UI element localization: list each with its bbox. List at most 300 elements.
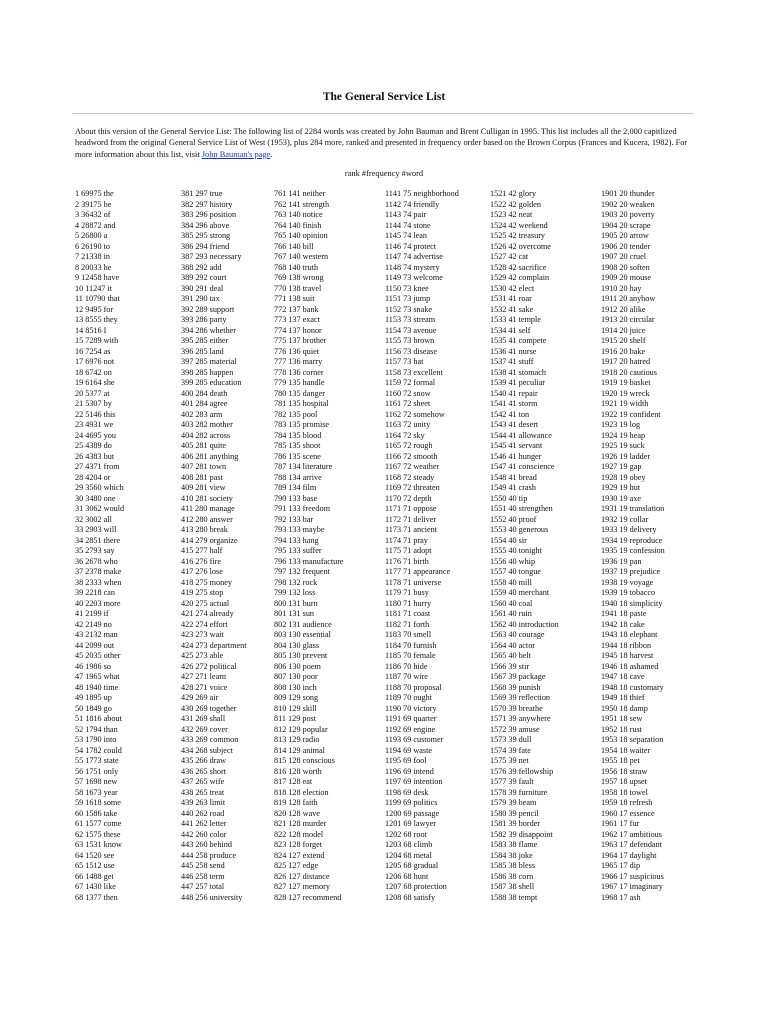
word-entry: 1574 39 fate (490, 745, 531, 755)
word-entry: 1906 20 tender (601, 241, 651, 251)
word-entry: 1194 69 waste (385, 745, 432, 755)
word-entry: 1143 74 pair (385, 210, 427, 219)
word-entry: 1199 69 politics (385, 798, 438, 807)
word-entry: 68 1377 then (75, 892, 118, 902)
word-entry: 1188 70 proposal (385, 682, 442, 692)
word-entry: 774 137 honor (274, 325, 322, 335)
word-entry: 1568 39 punish (490, 682, 541, 692)
word-entry: 1146 74 protect (385, 241, 437, 251)
word-entry: 444 258 produce (181, 850, 237, 860)
word-entry: 799 132 loss (274, 588, 316, 597)
word-entry: 62 1575 these (75, 829, 121, 839)
word-column-6 (601, 189, 665, 903)
word-entry: 32 3002 all (75, 514, 112, 524)
word-entry: 770 138 travel (274, 283, 322, 293)
word-entry: 1183 70 smell (385, 630, 432, 639)
word-entry: 1166 72 smooth (385, 451, 438, 461)
word-entry: 1578 39 furniture (490, 787, 548, 797)
word-entry: 1917 20 hatred (601, 357, 651, 366)
word-entry: 425 273 able (181, 651, 224, 660)
word-entry: 768 140 truth (274, 262, 319, 272)
word-entry: 773 137 exact (274, 315, 320, 324)
word-entry: 1537 41 stuff (490, 357, 534, 366)
word-entry: 12 9495 for (75, 304, 114, 314)
word-entry: 1938 19 voyage (601, 577, 654, 587)
word-entry: 1947 18 cave (601, 672, 645, 681)
word-entry: 60 1586 take (75, 808, 118, 818)
word-entry: 1958 18 towel (601, 787, 648, 797)
word-entry: 1548 41 bread (490, 472, 537, 482)
column-header: rank #frequency #word (344, 169, 424, 178)
word-entry: 443 260 behind (181, 840, 232, 849)
word-entry: 1153 73 stream (385, 315, 436, 324)
word-entry: 826 127 distance (274, 871, 330, 881)
word-entry: 385 295 strong (181, 231, 231, 240)
word-entry: 802 131 audience (274, 619, 332, 629)
word-entry: 785 135 shoot (274, 441, 321, 450)
word-entry: 63 1531 know (75, 840, 122, 849)
word-entry: 1547 41 conscience (490, 462, 555, 471)
word-entry: 1546 41 hunger (490, 451, 542, 461)
word-entry: 1913 20 circular (601, 315, 655, 324)
word-entry: 437 265 wife (181, 777, 225, 786)
word-entry: 26 4383 but (75, 451, 115, 461)
word-entry: 66 1488 get (75, 871, 114, 881)
word-entry: 36 2678 who (75, 556, 118, 566)
word-entry: 439 263 limit (181, 798, 226, 807)
word-entry: 1560 40 coal (490, 598, 533, 608)
word-entry: 779 135 handle (274, 378, 325, 387)
word-entry: 52 1794 than (75, 724, 118, 734)
word-entry: 1569 39 reflection (490, 693, 551, 702)
word-entry: 1532 41 sake (490, 304, 534, 314)
word-entry: 790 133 base (274, 493, 318, 503)
word-entry: 1207 68 protection (385, 882, 447, 891)
word-entry: 1921 19 width (601, 399, 649, 408)
word-entry: 1933 19 delivery (601, 525, 657, 534)
word-entry: 1907 20 cruel (601, 252, 647, 261)
word-entry: 787 134 literature (274, 462, 333, 471)
word-column-4 (385, 189, 459, 903)
word-entry: 1948 18 customary (601, 682, 664, 692)
word-entry: 1163 72 unity (385, 420, 431, 429)
word-entry: 421 274 already (181, 609, 234, 618)
word-entry: 1525 42 treasury (490, 231, 546, 240)
john-bauman-page-link[interactable]: John Bauman's page (201, 149, 271, 159)
word-entry: 1580 39 pencil (490, 808, 539, 818)
word-entry: 1169 72 threaten (385, 483, 440, 492)
intro-paragraph (75, 126, 695, 160)
word-entry: 1184 70 furnish (385, 640, 437, 650)
word-entry: 50 1849 go (75, 703, 112, 713)
word-entry: 797 132 frequent (274, 567, 330, 576)
word-entry: 825 127 edge (274, 861, 319, 870)
word-entry: 803 130 essential (274, 630, 331, 639)
word-entry: 1954 18 waiter (601, 745, 651, 755)
page-title: The General Service List (322, 91, 446, 103)
word-entry: 387 293 necessary (181, 252, 242, 261)
word-entry: 811 129 post (274, 714, 317, 723)
word-entry: 429 269 air (181, 693, 219, 702)
word-entry: 1572 39 amuse (490, 724, 540, 734)
word-entry: 436 265 short (181, 766, 227, 776)
word-entry: 784 135 blood (274, 430, 322, 440)
word-entry: 1203 68 climb (385, 840, 433, 849)
word-column-2 (181, 189, 246, 903)
word-entry: 1961 17 fur (601, 819, 640, 828)
word-entry: 1151 73 jump (385, 294, 431, 303)
word-entry: 57 1698 new (75, 777, 118, 786)
word-entry: 381 297 true (181, 189, 223, 198)
word-entry: 389 292 court (181, 273, 227, 282)
word-entry: 416 276 fire (181, 556, 222, 566)
word-entry: 1553 40 generous (490, 525, 549, 534)
word-entry: 806 130 poem (274, 661, 321, 671)
intro-tail: . (270, 149, 273, 159)
word-entry: 775 137 brother (274, 336, 327, 345)
word-entry: 407 281 town (181, 462, 227, 471)
word-entry: 1524 42 weekend (490, 220, 548, 230)
word-entry: 42 2149 no (75, 619, 112, 629)
word-entry: 1950 18 damp (601, 703, 648, 713)
word-entry: 1150 73 knee (385, 283, 429, 293)
word-entry: 383 296 position (181, 210, 237, 219)
word-entry: 1914 20 juice (601, 325, 646, 335)
word-entry: 8 20033 he (75, 262, 112, 272)
word-entry: 1934 19 reproduce (601, 535, 663, 545)
word-entry: 14 8516 I (75, 325, 107, 335)
word-entry: 1566 39 stir (490, 661, 530, 671)
word-entry: 33 2903 will (75, 525, 117, 534)
word-entry: 1162 72 somehow (385, 409, 445, 419)
word-entry: 1559 40 merchant (490, 588, 550, 597)
word-entry: 766 140 bill (274, 241, 314, 251)
word-entry: 1155 73 brown (385, 336, 435, 345)
word-entry: 1935 19 confession (601, 546, 665, 555)
word-entry: 1148 74 mystery (385, 262, 440, 272)
word-entry: 1149 73 welcome (385, 273, 443, 282)
word-entry: 1946 18 ashamed (601, 661, 659, 671)
word-entry: 394 286 whether (181, 325, 237, 335)
word-entry: 1928 19 obey (601, 472, 646, 482)
word-entry: 1936 19 pan (601, 556, 642, 566)
word-entry: 1526 42 overcome (490, 241, 551, 251)
word-entry: 1193 69 customer (385, 735, 444, 744)
word-entry: 388 292 add (181, 262, 222, 272)
word-entry: 822 128 model (274, 829, 324, 839)
word-entry: 44 2099 out (75, 640, 115, 650)
word-entry: 1185 70 female (385, 651, 436, 660)
word-entry: 27 4371 from (75, 462, 120, 471)
word-entry: 1940 18 simplicity (601, 598, 663, 608)
word-entry: 1542 41 ton (490, 409, 530, 419)
word-entry: 435 266 draw (181, 756, 227, 765)
word-entry: 59 1618 some (75, 798, 121, 807)
word-entry: 1174 71 pray (385, 535, 428, 545)
word-entry: 1540 41 repair (490, 388, 538, 398)
word-entry: 1204 68 metal (385, 850, 432, 860)
word-entry: 29 3560 which (75, 483, 124, 492)
word-entry: 1552 40 proof (490, 514, 537, 524)
word-entry: 1564 40 actor (490, 640, 536, 650)
word-entry: 390 291 deal (181, 283, 224, 293)
word-entry: 1963 17 defendant (601, 840, 662, 849)
word-entry: 6 26190 to (75, 241, 111, 251)
word-entry: 1565 40 belt (490, 651, 531, 660)
word-entry: 1527 42 cat (490, 252, 529, 261)
word-entry: 1562 40 introduction (490, 619, 559, 629)
word-entry: 1551 40 strengthen (490, 504, 553, 513)
word-entry: 432 269 cover (181, 724, 228, 734)
word-entry: 438 265 treat (181, 787, 225, 797)
word-entry: 426 272 political (181, 661, 237, 671)
word-entry: 47 1965 what (75, 672, 120, 681)
word-entry: 1191 69 quarter (385, 714, 437, 723)
word-entry: 824 127 extend (274, 850, 325, 860)
word-entry: 788 134 arrive (274, 472, 322, 482)
word-entry: 1931 19 translation (601, 504, 665, 513)
word-entry: 794 133 hang (274, 535, 319, 545)
word-entry: 1953 18 separation (601, 735, 664, 744)
word-entry: 419 275 stop (181, 588, 224, 597)
word-entry: 1555 40 tonight (490, 546, 542, 555)
word-entry: 409 281 view (181, 483, 226, 492)
intro-text: About this version of the General Service List: The following list of 2284 words was created by John Bauman and Brent Culligan in 1995. This list includes all the 2,000 capitlized headword from the original General Service List of West (1953), plus 284 more, ranked and presented in frequency order based on the Brown Corpus (Frances and Kucera, 1982). For more information about this list, visit (75, 127, 688, 159)
word-entry: 1932 19 collar (601, 514, 649, 524)
word-entry: 764 140 finish (274, 220, 322, 230)
word-entry: 776 136 quiet (274, 346, 320, 356)
word-entry: 48 1940 time (75, 682, 119, 692)
word-entry: 1937 19 prejudice (601, 567, 661, 576)
word-entry: 1965 17 dip (601, 861, 641, 870)
word-entry: 769 138 wrong (274, 273, 324, 282)
word-entry: 800 131 burn (274, 598, 318, 608)
word-entry: 1964 17 daylight (601, 850, 657, 860)
word-entry: 1164 72 sky (385, 430, 425, 440)
word-entry: 1558 40 mill (490, 577, 532, 587)
word-entry: 771 138 suit (274, 294, 315, 303)
word-entry: 1911 20 anyhow (601, 294, 656, 303)
word-entry: 440 262 road (181, 808, 225, 818)
word-column-5 (490, 189, 559, 903)
word-entry: 1571 39 anywhere (490, 714, 551, 723)
word-entry: 430 269 together (181, 703, 237, 713)
word-entry: 428 271 voice (181, 682, 228, 692)
word-entry: 43 2132 man (75, 630, 118, 639)
word-entry: 2 39175 be (75, 199, 112, 209)
word-entry: 7 21338 in (75, 252, 111, 261)
word-entry: 765 140 opinion (274, 231, 328, 240)
word-entry: 1902 20 weaken (601, 199, 655, 209)
word-entry: 67 1430 like (75, 882, 116, 891)
word-entry: 20 5377 at (75, 388, 110, 398)
word-entry: 808 130 inch (274, 682, 317, 692)
word-entry: 1904 20 scrape (601, 220, 651, 230)
word-entry: 404 282 across (181, 430, 231, 440)
word-entry: 1576 39 fellowship (490, 766, 554, 776)
word-entry: 801 131 sun (274, 609, 315, 618)
word-entry: 442 260 color (181, 829, 227, 839)
word-entry: 1543 41 desert (490, 420, 539, 429)
word-entry: 1168 72 steady (385, 472, 435, 482)
word-entry: 17 6976 not (75, 357, 115, 366)
word-entry: 1156 73 disease (385, 346, 437, 356)
word-entry: 1173 71 ancient (385, 525, 437, 534)
word-entry: 1152 73 snake (385, 304, 432, 314)
word-entry: 1570 39 breathe (490, 703, 543, 713)
word-entry: 1205 68 gradual (385, 861, 439, 870)
word-entry: 406 281 anything (181, 451, 239, 461)
word-entry: 777 136 marry (274, 357, 323, 366)
word-entry: 1529 42 complain (490, 273, 550, 282)
word-entry: 792 133 bar (274, 514, 314, 524)
word-entry: 16 7254 as (75, 346, 111, 356)
word-entry: 1557 40 tongue (490, 567, 541, 576)
word-entry: 1161 72 sheet (385, 399, 431, 408)
word-entry: 807 130 poor (274, 672, 318, 681)
word-entry: 1160 72 snow (385, 388, 431, 398)
word-entry: 49 1895 up (75, 693, 112, 702)
word-entry: 819 128 faith (274, 798, 318, 807)
word-entry: 431 269 shall (181, 714, 226, 723)
word-entry: 412 280 answer (181, 514, 233, 524)
word-entry: 1181 71 coast (385, 609, 431, 618)
word-entry: 37 2378 make (75, 567, 122, 576)
word-entry: 1141 75 neighborhood (385, 189, 459, 198)
word-entry: 1171 71 oppose (385, 504, 437, 513)
word-entry: 402 283 arm (181, 409, 223, 419)
word-entry: 1952 18 rust (601, 724, 642, 734)
word-entry: 1144 74 stone (385, 220, 431, 230)
word-entry: 413 280 break (181, 525, 228, 534)
word-entry: 398 285 happen (181, 367, 234, 377)
word-entry: 23 4931 we (75, 420, 114, 429)
word-entry: 420 275 actual (181, 598, 230, 608)
word-entry: 391 290 tax (181, 294, 220, 303)
word-entry: 1588 38 tempt (490, 892, 538, 902)
word-entry: 423 273 wait (181, 630, 224, 639)
word-entry: 761 141 neither (274, 189, 326, 198)
word-entry: 45 2035 other (75, 651, 121, 660)
word-entry: 823 128 forget (274, 840, 323, 849)
word-entry: 1939 19 tobacco (601, 588, 656, 597)
word-entry: 1905 20 arrow (601, 231, 649, 240)
word-entry: 410 281 society (181, 493, 233, 503)
word-entry: 1187 70 wire (385, 672, 428, 681)
word-entry: 1534 41 self (490, 325, 531, 335)
word-entry: 56 1751 only (75, 766, 119, 776)
word-entry: 13 8555 they (75, 315, 118, 324)
word-entry: 1577 39 fault (490, 777, 534, 786)
word-entry: 418 275 money (181, 577, 232, 587)
word-entry: 1966 17 suspicious (601, 871, 664, 881)
word-entry: 1584 38 joke (490, 850, 533, 860)
word-entry: 1567 39 package (490, 672, 546, 681)
word-entry: 1545 41 servant (490, 441, 543, 450)
word-entry: 1528 42 sacrifice (490, 262, 547, 272)
word-entry: 1959 18 refresh (601, 798, 653, 807)
word-entry: 1968 17 ash (601, 892, 641, 902)
word-column-3 (274, 189, 344, 903)
word-entry: 1544 41 allowance (490, 430, 552, 440)
word-entry: 780 135 danger (274, 388, 325, 398)
word-entry: 1167 72 weather (385, 462, 440, 471)
word-entry: 1186 70 hide (385, 661, 428, 671)
word-entry: 828 127 recommend (274, 892, 342, 902)
word-entry: 1539 41 peculiar (490, 378, 546, 387)
word-entry: 396 285 land (181, 346, 224, 356)
word-entry: 1956 18 straw (601, 766, 648, 776)
word-entry: 441 262 letter (181, 819, 227, 828)
word-entry: 1172 71 deliver (385, 514, 437, 524)
word-entry: 1909 20 mouse (601, 273, 652, 282)
word-column-1 (75, 189, 124, 903)
word-entry: 1536 41 nurse (490, 346, 537, 356)
word-entry: 1541 41 storm (490, 399, 538, 408)
word-entry: 1924 19 heap (601, 430, 646, 440)
word-entry: 1198 69 desk (385, 787, 429, 797)
word-entry: 1927 19 gap (601, 462, 642, 471)
word-entry: 1919 19 basket (601, 378, 651, 387)
word-entry: 1944 18 ribbon (601, 640, 652, 650)
word-entry: 1926 19 ladder (601, 451, 651, 461)
word-entry: 382 297 history (181, 199, 233, 209)
word-entry: 762 141 strength (274, 199, 330, 209)
word-entry: 1912 20 alike (601, 304, 646, 314)
word-entry: 812 129 popular (274, 724, 328, 734)
word-entry: 1922 19 confident (601, 409, 661, 419)
word-entry: 1145 74 lean (385, 231, 427, 240)
word-entry: 393 286 party (181, 315, 227, 324)
word-entry: 1918 20 cautious (601, 367, 657, 377)
word-entry: 400 284 death (181, 388, 228, 398)
word-entry: 815 128 conscious (274, 756, 335, 765)
word-entry: 65 1512 use (75, 861, 115, 870)
word-entry: 64 1520 see (75, 850, 115, 860)
horizontal-rule (72, 113, 694, 114)
word-entry: 1903 20 poverty (601, 210, 655, 219)
word-entry: 1915 20 shelf (601, 336, 646, 345)
word-entry: 1192 69 engine (385, 724, 436, 734)
word-entry: 1908 20 soften (601, 262, 650, 272)
word-entry: 1522 42 golden (490, 199, 541, 209)
word-entry: 414 279 organize (181, 535, 238, 545)
word-entry: 1180 71 hurry (385, 598, 432, 608)
word-entry: 1586 38 corn (490, 871, 534, 881)
word-entry: 1206 68 hunt (385, 871, 429, 881)
word-entry: 1573 39 dull (490, 735, 532, 744)
word-entry: 1920 19 wreck (601, 388, 650, 398)
word-entry: 1942 18 cake (601, 619, 645, 629)
word-entry: 1916 20 bake (601, 346, 646, 356)
word-entry: 1579 39 beam (490, 798, 537, 807)
word-entry: 1 69975 the (75, 189, 114, 198)
word-entry: 24 4695 you (75, 430, 116, 440)
word-entry: 417 276 lose (181, 567, 223, 576)
word-entry: 1195 69 fool (385, 756, 427, 765)
word-entry: 1945 18 harvest (601, 651, 654, 660)
word-entry: 384 296 above (181, 220, 230, 230)
word-entry: 11 10790 that (75, 294, 120, 303)
word-entry: 804 130 glass (274, 640, 320, 650)
word-entry: 821 128 murder (274, 819, 327, 828)
word-entry: 397 285 material (181, 357, 237, 366)
word-entry: 31 3062 would (75, 504, 125, 513)
word-entry: 1955 18 pet (601, 756, 640, 765)
word-entry: 1925 19 suck (601, 441, 645, 450)
word-entry: 39 2218 can (75, 588, 116, 597)
word-entry: 19 6164 she (75, 378, 115, 387)
